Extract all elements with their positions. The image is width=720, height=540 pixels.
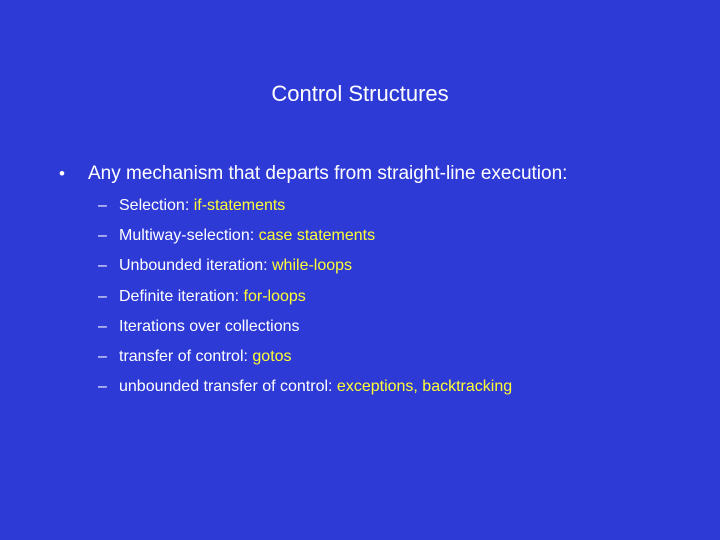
sub-bullet-highlight: case statements bbox=[258, 227, 376, 245]
sub-bullet-highlight: gotos bbox=[252, 348, 292, 366]
sub-bullet-highlight: if-statements bbox=[193, 197, 286, 214]
sub-bullet-label: Unbounded iteration: bbox=[119, 257, 272, 275]
sub-bullet-highlight: while-loops bbox=[272, 257, 353, 275]
slide-title: Control Structures bbox=[271, 81, 449, 106]
main-bullet-text: Any mechanism that departs from straight-line execution: bbox=[88, 163, 568, 184]
sub-bullet-label: Iterations over collections bbox=[119, 317, 300, 335]
sub-bullet-multiway-selection bbox=[88, 221, 567, 251]
sub-bullet-selection bbox=[88, 191, 567, 221]
sub-bullet-highlight: for-loops bbox=[243, 287, 306, 305]
sub-bullet-label: transfer of control: bbox=[119, 348, 253, 366]
sub-bullet-label: unbounded transfer of control: bbox=[119, 378, 337, 396]
sub-bullet-definite-iteration bbox=[88, 282, 567, 312]
sub-bullet-highlight: exceptions, backtracking bbox=[336, 378, 513, 396]
sub-bullet-label: Selection: bbox=[119, 197, 194, 214]
sub-bullet-iterations-over-collections bbox=[88, 312, 567, 342]
sub-bullet-list bbox=[88, 191, 567, 402]
sub-bullet-unbounded-iteration bbox=[88, 251, 567, 281]
sub-bullet-label: Definite iteration: bbox=[119, 287, 244, 305]
sub-bullet-label: Multiway-selection: bbox=[119, 227, 259, 245]
sub-bullet-transfer-of-control bbox=[88, 342, 567, 372]
main-bullet bbox=[88, 160, 567, 402]
sub-bullet-unbounded-transfer-of-control bbox=[88, 372, 567, 402]
bullet-list bbox=[88, 160, 567, 402]
